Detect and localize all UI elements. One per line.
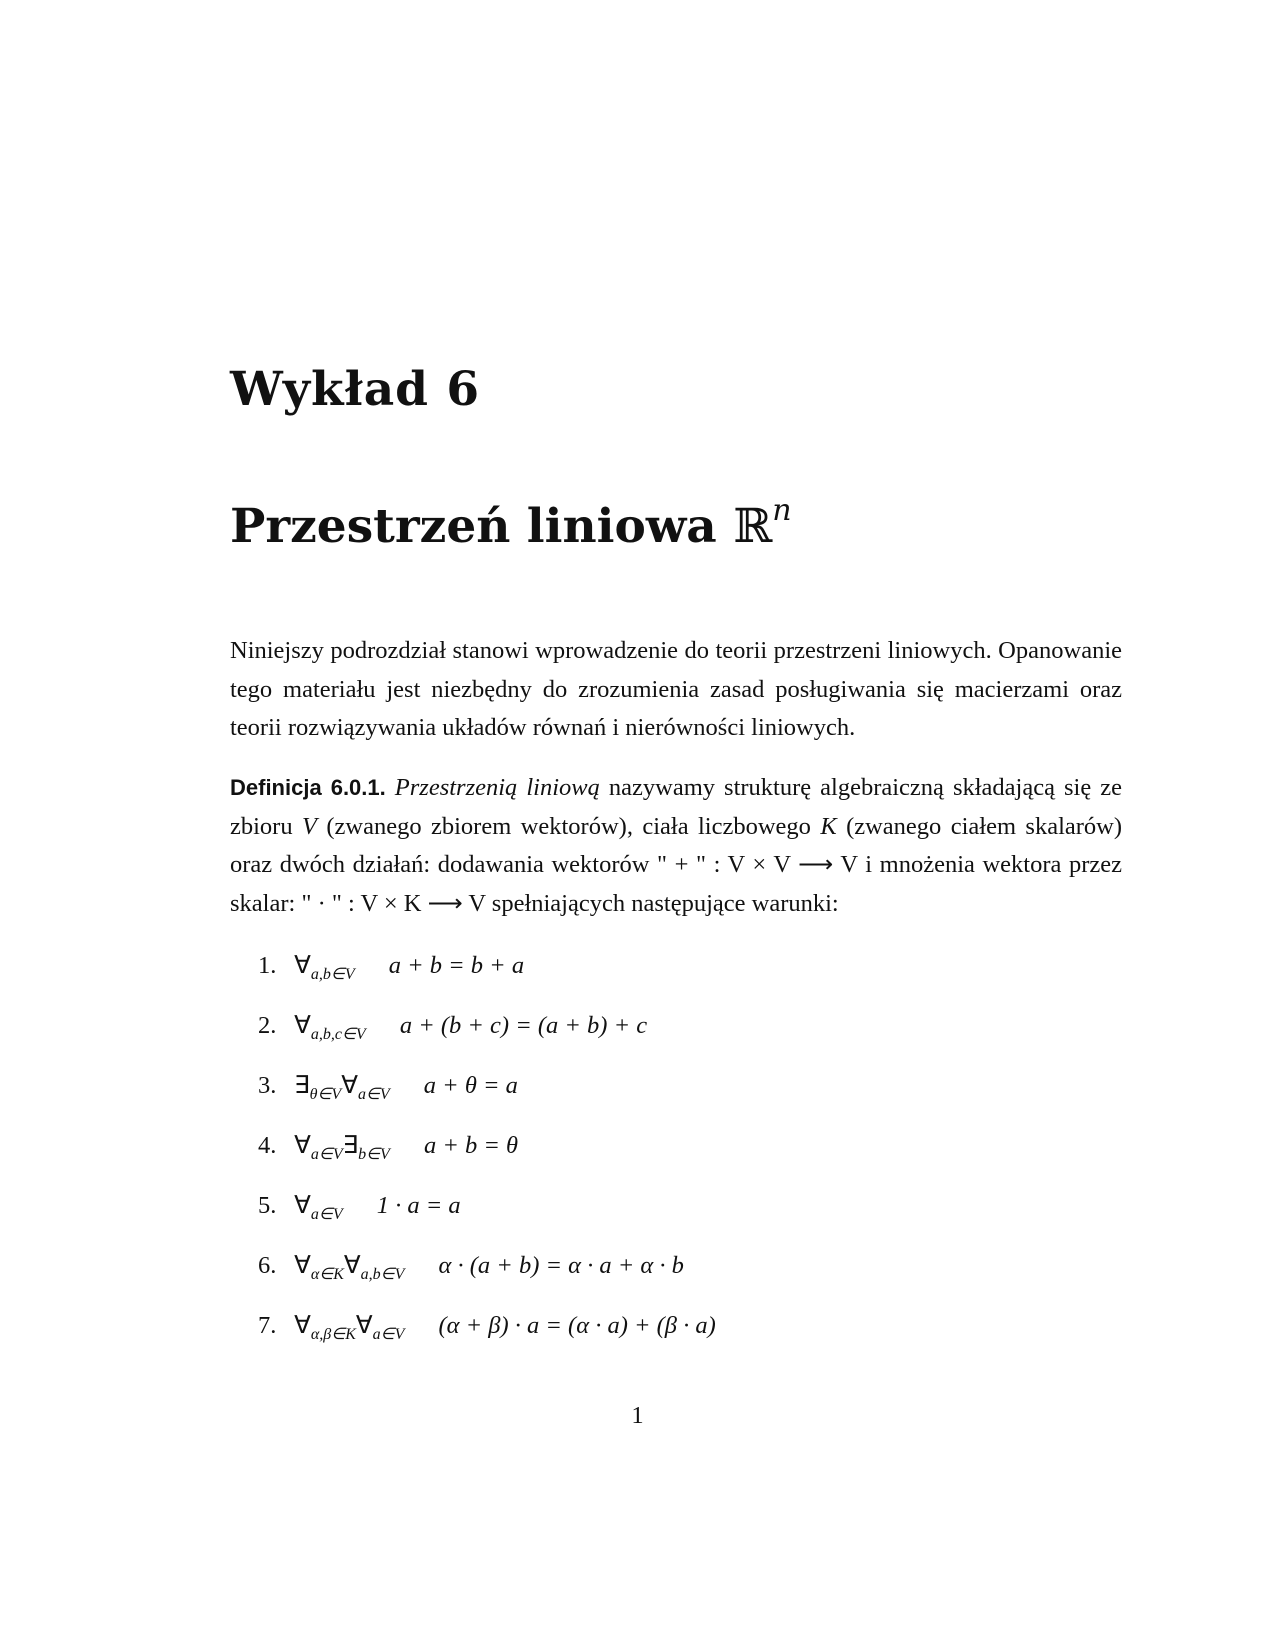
axiom-item xyxy=(258,1309,716,1369)
axiom-quantifier: $\forall_{\alpha,\beta\in K}\forall_{a\in V}$ xyxy=(294,1312,405,1343)
real-space-symbol xyxy=(733,493,792,554)
axiom-number: 1. xyxy=(258,952,277,979)
axiom-number: 6. xyxy=(258,1252,277,1279)
axiom-item xyxy=(258,1249,716,1309)
axiom-equation: 1 · a = a xyxy=(376,1192,461,1219)
definition-term: Przestrzenią liniową xyxy=(394,774,600,801)
set-v: V xyxy=(302,812,317,840)
definition-text-2: (zwanego zbiorem wektorów), ciała liczbowego xyxy=(316,812,821,840)
axiom-quantifier: $\forall_{a,b\in V}$ xyxy=(294,952,355,983)
axiom-list xyxy=(258,949,716,1369)
section-title xyxy=(230,493,792,554)
axiom-item xyxy=(258,949,716,1009)
definition-text-1: nazywamy strukturę algebraiczną składającą się ze zbioru xyxy=(230,774,1122,840)
scalar-operation: " · " : V × K ⟶ V xyxy=(301,889,486,917)
axiom-item xyxy=(258,1129,716,1189)
definition-paragraph xyxy=(230,769,1122,923)
definition-text-3: (zwanego ciałem skalarów) oraz dwóch działań: dodawania wektorów xyxy=(230,812,1123,878)
axiom-number: 7. xyxy=(258,1312,277,1339)
axiom-quantifier: $\forall_{a,b,c\in V}$ xyxy=(294,1012,366,1043)
intro-paragraph: Niniejszy podrozdział stanowi wprowadzenie do teorii przestrzeni liniowych. Opanowanie tego materiału jest niezbędny do zrozumienia zasad posługiwania się macierzami oraz teorii rozwiązywania układów równań i nierówności liniowych. xyxy=(230,637,1122,741)
axiom-number: 4. xyxy=(258,1132,277,1159)
chapter-heading: Wykład 6 xyxy=(230,362,481,417)
axiom-equation: α · (a + b) = α · a + α · b xyxy=(438,1252,684,1279)
axiom-quantifier: $\forall_{a\in V}$ xyxy=(294,1192,343,1223)
axiom-equation: a + θ = a xyxy=(423,1072,518,1099)
page-number: 1 xyxy=(631,1402,644,1429)
dimension-superscript: n xyxy=(772,493,792,528)
axiom-equation: a + b = b + a xyxy=(388,952,525,979)
double-struck-r: ℝ xyxy=(733,499,773,554)
axiom-item xyxy=(258,1069,716,1129)
axiom-item xyxy=(258,1189,716,1249)
axiom-equation: (α + β) · a = (α · a) + (β · a) xyxy=(438,1312,716,1339)
axiom-number: 5. xyxy=(258,1192,277,1219)
axiom-number: 3. xyxy=(258,1072,277,1099)
axiom-item xyxy=(258,1009,716,1069)
axiom-equation: a + (b + c) = (a + b) + c xyxy=(399,1012,648,1039)
field-k: K xyxy=(820,812,837,840)
axiom-number: 2. xyxy=(258,1012,277,1039)
definition-text-5: spełniających następujące warunki: xyxy=(485,889,839,917)
axiom-quantifier: $\forall_{\alpha\in K}\forall_{a,b\in V}$ xyxy=(294,1252,405,1283)
axiom-quantifier: $\forall_{a\in V}\exists_{b\in V}$ xyxy=(294,1132,390,1163)
definition-heading: Definicja 6.0.1. xyxy=(230,775,386,800)
definition-text-4: i mnożenia wektora przez skalar: xyxy=(230,851,1122,917)
addition-operation: " + " : V × V ⟶ V xyxy=(657,851,858,878)
axiom-equation: a + b = θ xyxy=(423,1132,519,1159)
section-title-text: Przestrzeń liniowa xyxy=(230,499,717,554)
axiom-quantifier: $\exists_{\theta\in V}\forall_{a\in V}$ xyxy=(294,1072,390,1103)
